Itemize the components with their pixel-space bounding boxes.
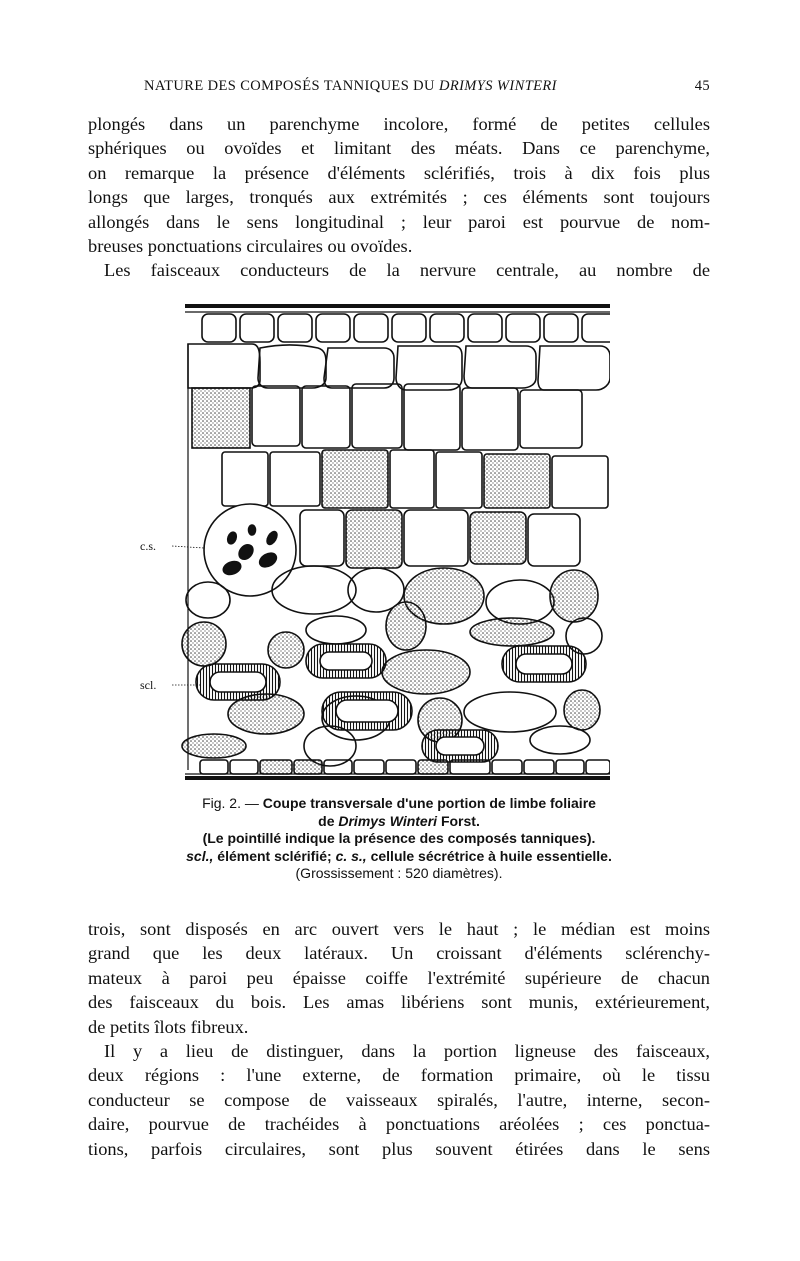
caption-line-2: de Drimys Winteri Forst. <box>318 812 480 829</box>
page-number: 45 <box>694 78 710 94</box>
text-line: des faisceaux du bois. Les amas libériens sont munis, extérieurement, <box>88 992 710 1013</box>
text-line: trois, sont disposés en arc ouvert vers le haut ; le médian est moins <box>88 919 710 939</box>
caption-line-3: (Le pointillé indique la présence des composés tanniques). <box>202 830 596 846</box>
label-cs: c.s. <box>140 539 156 553</box>
text-line: breuses ponctuations circulaires ou ovoïdes. <box>88 236 413 257</box>
figure-caption <box>88 795 710 883</box>
text-line: tions, parfois circulaires, sont plus souvent étirées dans le sens <box>88 1138 710 1159</box>
secretory-cell <box>204 504 296 596</box>
palisade-row-2 <box>222 450 608 508</box>
running-head <box>88 74 710 100</box>
running-head-title: NATURE DES COMPOSÉS TANNIQUES DU DRIMYS WINTERI <box>144 78 557 94</box>
text-line: Les faisceaux conducteurs de la nervure centrale, au nombre de <box>104 260 710 281</box>
leaf-cross-section-figure <box>130 300 610 782</box>
text-line: deux régions : l'une externe, de formation primaire, où le tissu <box>88 1065 710 1086</box>
text-line: sphériques ou ovoïdes et limitant des méats. Dans ce parenchyme, <box>88 138 710 159</box>
text-line: longs que larges, tronqués aux extrémités ; ces éléments sont toujours <box>88 187 710 208</box>
caption-line-5: (Grossissement : 520 diamètres). <box>295 865 503 881</box>
text-line: de petits îlots fibreux. <box>88 1016 249 1037</box>
palisade-row-3 <box>300 510 580 568</box>
text-line: allongés dans le sens longitudinal ; leur paroi est pourvue de nom- <box>88 211 710 232</box>
label-scl: scl. <box>140 678 157 692</box>
text-line: grand que les deux latéraux. Un croissant d'éléments sclérenchy- <box>88 943 710 964</box>
upper-epidermis <box>202 314 610 342</box>
hypodermis <box>188 344 610 390</box>
text-line: plongés dans un parenchyme incolore, formé de petites cellules <box>88 114 710 134</box>
text-line: conducteur se compose de vaisseaux spiralés, l'autre, interne, secon- <box>88 1089 710 1110</box>
caption-line-4: scl., élément sclérifié; c. s., cellule sécrétrice à huile essentielle. <box>186 847 612 864</box>
text-line: Il y a lieu de distinguer, dans la portion ligneuse des faisceaux, <box>104 1041 710 1062</box>
text-line: mateux à paroi peu épaisse coiffe l'extrémité supérieure de chacun <box>88 967 710 988</box>
caption-line-1: Fig. 2. — Coupe transversale d'une portion de limbe foliaire <box>202 795 596 811</box>
paragraph-bottom <box>88 917 710 1161</box>
text-line: on remarque la présence d'éléments sclérifiés, trois à dix fois plus <box>88 162 710 183</box>
palisade-row-1 <box>192 384 582 450</box>
lower-epidermis <box>200 760 610 774</box>
paragraph-top <box>88 112 710 283</box>
text-line: daire, pourvue de trachéides à ponctuations aréolées ; ces ponctua- <box>88 1114 710 1135</box>
